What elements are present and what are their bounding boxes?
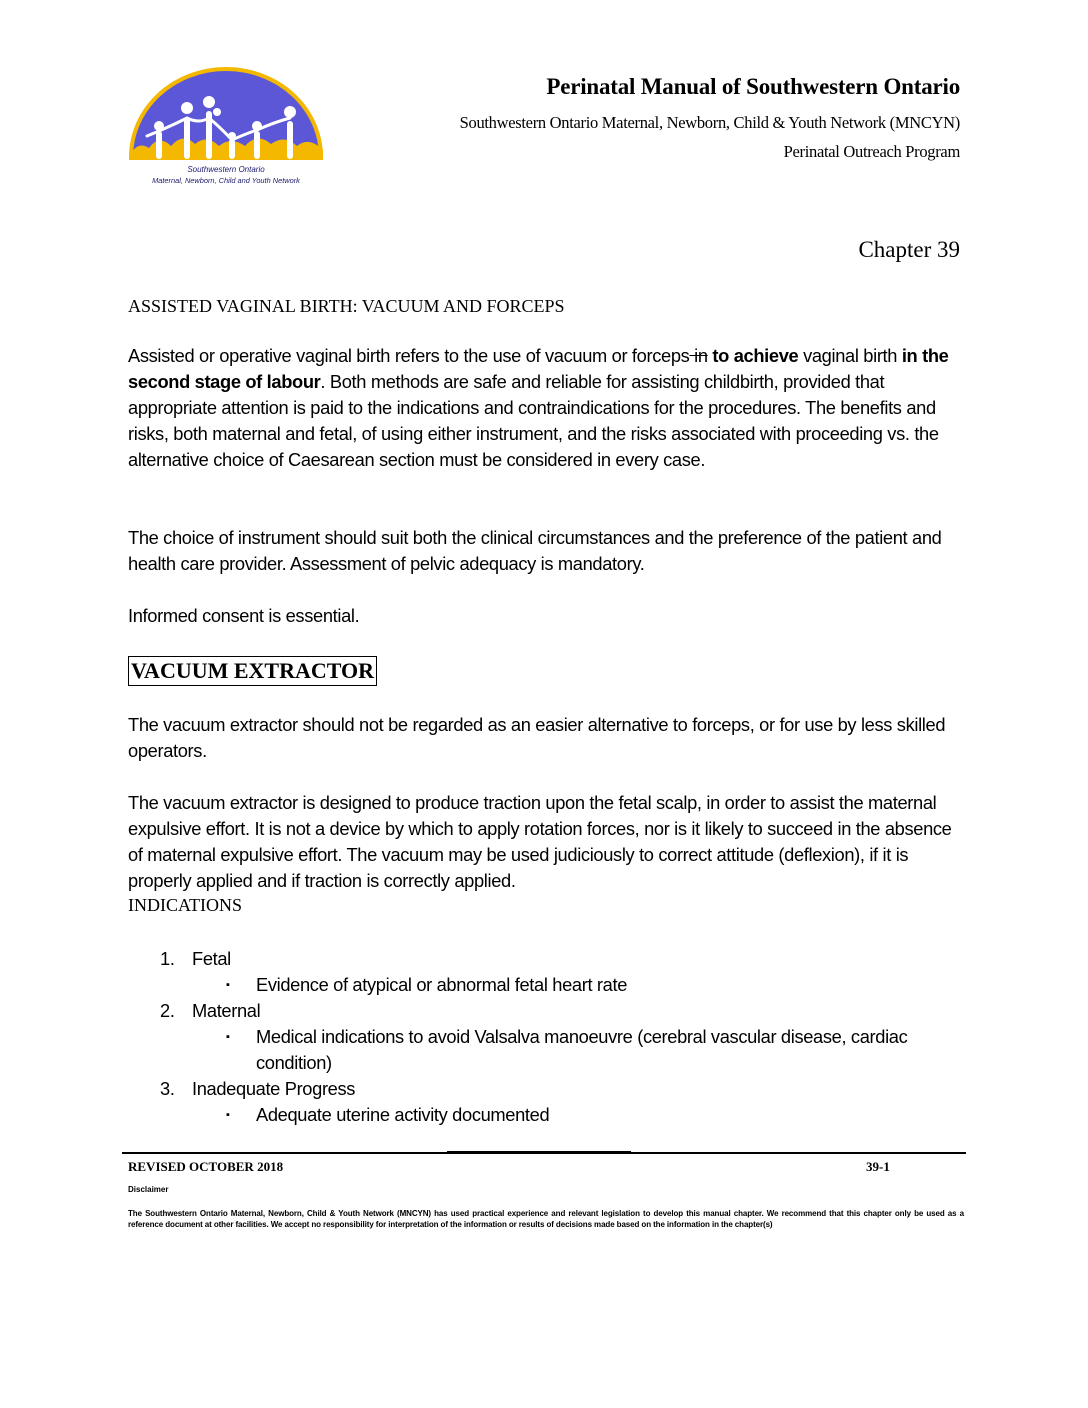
list-subitem-text: Medical indications to avoid Valsalva manoeuvre (cerebral vascular disease, cardiac condition) — [256, 1026, 908, 1073]
manual-title: Perinatal Manual of Southwestern Ontario — [546, 74, 960, 99]
intro-paragraph-1 — [128, 343, 968, 473]
inserted-text: in the second stage of labour — [128, 345, 949, 392]
list-number: 3. — [160, 1078, 175, 1099]
bullet-icon: ▪ — [226, 1109, 230, 1121]
list-item — [128, 998, 968, 1024]
text-run: Assisted or operative vaginal birth refers to the use of vacuum or forceps — [128, 345, 690, 366]
chapter-label: Chapter 39 — [858, 237, 960, 262]
page-number: 39-1 — [866, 1159, 890, 1174]
list-label: Maternal — [192, 1000, 261, 1021]
list-number: 2. — [160, 1000, 175, 1021]
network-logo — [125, 62, 327, 190]
bullet-icon: ▪ — [226, 979, 230, 991]
disclaimer-text: The Southwestern Ontario Maternal, Newborn, Child & Youth Network (MNCYN) has used practical experience and relevant legislation to develop this manual chapter. We recommend that this chapter only be used as a reference document at other facilities. We accept no responsibility for interpretation of the information or results of decisions made based on the information in the chapter(s) — [128, 1209, 964, 1229]
list-subitem — [128, 1102, 968, 1128]
indications-label: INDICATIONS — [128, 895, 242, 915]
program-name: Perinatal Outreach Program — [783, 142, 960, 161]
list-label: Inadequate Progress — [192, 1078, 356, 1099]
revision-date: REVISED OCTOBER 2018 — [128, 1159, 284, 1174]
footer-divider-accent — [447, 1151, 631, 1154]
list-number: 1. — [160, 948, 175, 969]
intro-paragraph-3: Informed consent is essential. — [128, 605, 360, 626]
list-label: Fetal — [192, 948, 231, 969]
list-item — [128, 1076, 968, 1102]
list-subitem — [128, 1024, 968, 1076]
list-subitem-text: Evidence of atypical or abnormal fetal heart rate — [256, 974, 628, 995]
logo-line2: Maternal, Newborn, Child and Youth Network — [152, 176, 300, 185]
list-subitem — [128, 972, 968, 998]
disclaimer-label: Disclaimer — [128, 1185, 169, 1194]
bullet-icon: ▪ — [226, 1031, 230, 1043]
intro-paragraph-2: The choice of instrument should suit both the clinical circumstances and the preference of the patient and health care provider. Assessment of pelvic adequacy is mandatory. — [128, 527, 942, 574]
list-subitem-text: Adequate uterine activity documented — [256, 1104, 550, 1125]
vacuum-paragraph-2: The vacuum extractor is designed to produce traction upon the fetal scalp, in order to assist the maternal expulsive effort. It is not a device by which to apply rotation forces, nor is it likely to succeed in the absence of maternal expulsive effort. The vacuum may be used judiciously to correct attitude (deflexion), if it is properly applied and if traction is correctly applied. — [128, 792, 952, 891]
inserted-text: to achieve — [707, 345, 799, 366]
section-title: ASSISTED VAGINAL BIRTH: VACUUM AND FORCEPS — [128, 296, 565, 316]
network-name: Southwestern Ontario Maternal, Newborn, Child & Youth Network (MNCYN) — [459, 113, 960, 132]
text-run: vaginal birth — [798, 345, 902, 366]
text-run: . Both methods are safe and reliable for assisting childbirth, provided that appropriate attention is paid to the indications and contraindications for the procedures. The benefits and risks, both maternal and fetal, of using either instrument, and the risks associated with proceeding vs. the alternative choice of Caesarean section must be considered in every case. — [128, 371, 939, 470]
deleted-text: in — [689, 345, 708, 366]
vacuum-extractor-heading: VACUUM EXTRACTOR — [128, 656, 377, 686]
logo-line1: Southwestern Ontario — [187, 165, 265, 174]
list-item — [128, 946, 968, 972]
vacuum-paragraph-1: The vacuum extractor should not be regarded as an easier alternative to forceps, or for use by less skilled operators. — [128, 714, 946, 761]
indications-list — [128, 946, 968, 1128]
